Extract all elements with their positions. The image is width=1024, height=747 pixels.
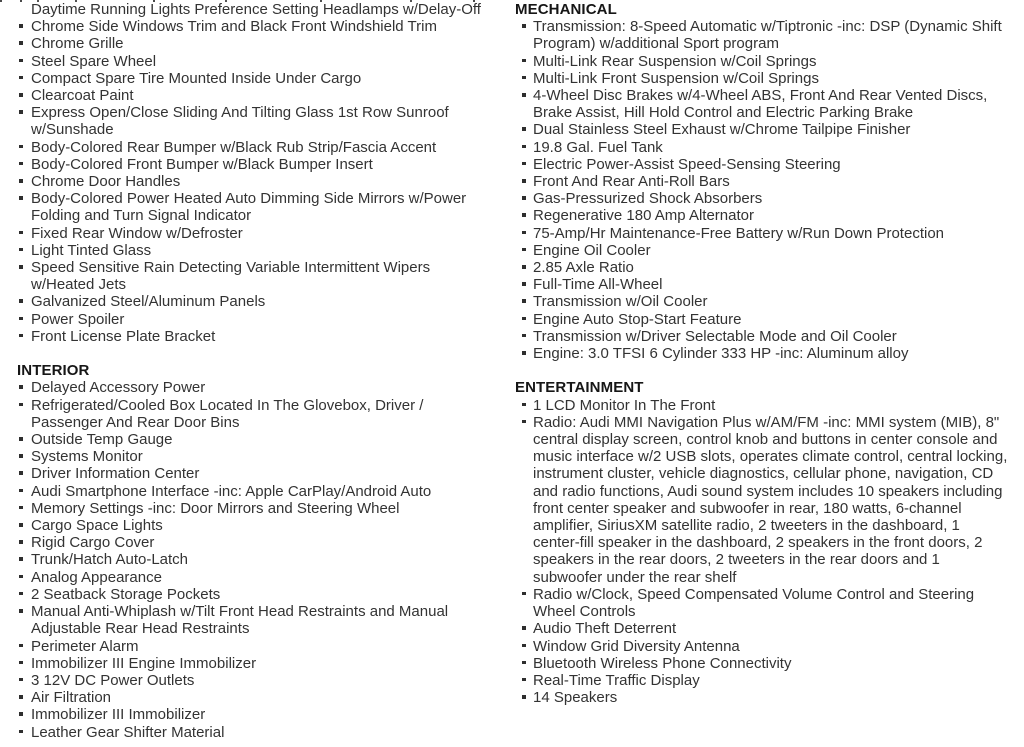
wrapped-item-continuation: Daytime Running Lights Preference Setting Headlamps w/Delay-Off [31, 1, 481, 18]
feature-item: 2.85 Axle Ratio [533, 259, 1009, 276]
feature-item: Chrome Side Windows Trim and Black Front Windshield Trim [31, 18, 496, 35]
feature-item: Audi Smartphone Interface -inc: Apple CarPlay/Android Auto [31, 483, 496, 500]
feature-item: Transmission w/Driver Selectable Mode and Oil Cooler [533, 328, 1009, 345]
feature-item: Engine Oil Cooler [533, 242, 1009, 259]
feature-item: Steel Spare Wheel [31, 53, 496, 70]
section-heading-entertainment: ENTERTAINMENT [515, 379, 644, 397]
feature-item: Air Filtration [31, 689, 496, 706]
feature-item: Analog Appearance [31, 569, 496, 586]
section-interior [17, 362, 497, 740]
feature-item: Audio Theft Deterrent [533, 620, 1009, 637]
feature-item: 3 12V DC Power Outlets [31, 672, 496, 689]
section-mechanical [515, 1, 1012, 362]
feature-item: 2 Seatback Storage Pockets [31, 586, 496, 603]
feature-item: Body-Colored Rear Bumper w/Black Rub Strip/Fascia Accent [31, 139, 496, 156]
feature-list-interior [17, 379, 496, 740]
feature-item: Multi-Link Rear Suspension w/Coil Springs [533, 53, 1009, 70]
feature-item: Electric Power-Assist Speed-Sensing Steering [533, 156, 1009, 173]
feature-item: Immobilizer III Engine Immobilizer [31, 655, 496, 672]
feature-item: 1 LCD Monitor In The Front [533, 397, 1009, 414]
feature-item: Dual Stainless Steel Exhaust w/Chrome Tailpipe Finisher [533, 121, 1009, 138]
feature-item: 75-Amp/Hr Maintenance-Free Battery w/Run Down Protection [533, 225, 1009, 242]
feature-item: Body-Colored Power Heated Auto Dimming Side Mirrors w/Power Folding and Turn Signal Indicator [31, 190, 496, 224]
features-column-right [515, 0, 1012, 706]
feature-item: Transmission w/Oil Cooler [533, 293, 1009, 310]
feature-item: Front And Rear Anti-Roll Bars [533, 173, 1009, 190]
feature-item: Speed Sensitive Rain Detecting Variable Intermittent Wipers w/Heated Jets [31, 259, 496, 293]
feature-item: Multi-Link Front Suspension w/Coil Springs [533, 70, 1009, 87]
feature-item: Memory Settings -inc: Door Mirrors and Steering Wheel [31, 500, 496, 517]
feature-item: Window Grid Diversity Antenna [533, 638, 1009, 655]
feature-item: Engine: 3.0 TFSI 6 Cylinder 333 HP -inc: Aluminum alloy [533, 345, 1009, 362]
feature-item: Radio: Audi MMI Navigation Plus w/AM/FM -inc: MMI system (MIB), 8" central display screen, control knob and buttons in center console and music interface w/2 USB slots, operates climate control, central locking, instrument cluster, vehicle diagnostics, cellular phone, navigation, CD and radio functions, Audi sound system includes 10 speakers including front center speaker and subwoofer in rear, 180 watts, 6-channel amplifier, SiriusXM satellite radio, 2 tweeters in the dashboard, 1 center-fill speaker in the dashboard, 2 speakers in the front doors, 2 speakers in the rear doors, 2 tweeters in the rear doors and 1 subwoofer under the rear shelf [533, 413, 1008, 586]
feature-item: Chrome Door Handles [31, 173, 496, 190]
feature-item: Body-Colored Front Bumper w/Black Bumper Insert [31, 156, 496, 173]
feature-item: Bluetooth Wireless Phone Connectivity [533, 655, 1009, 672]
section-exterior-continued [17, 1, 497, 345]
feature-item: Rigid Cargo Cover [31, 534, 496, 551]
feature-item: Engine Auto Stop-Start Feature [533, 311, 1009, 328]
feature-item: Gas-Pressurized Shock Absorbers [533, 190, 1009, 207]
feature-item: 14 Speakers [533, 689, 1009, 706]
feature-item: Transmission: 8-Speed Automatic w/Tiptronic -inc: DSP (Dynamic Shift Program) w/additional Sport program [533, 18, 1009, 52]
feature-item: Clearcoat Paint [31, 87, 496, 104]
features-column-left [17, 0, 497, 741]
feature-item: Refrigerated/Cooled Box Located In The Glovebox, Driver / Passenger And Rear Door Bins [31, 397, 496, 431]
feature-item: Cargo Space Lights [31, 517, 496, 534]
feature-item: Perimeter Alarm [31, 638, 496, 655]
feature-item: Manual Anti-Whiplash w/Tilt Front Head Restraints and Manual Adjustable Rear Head Restraints [31, 603, 496, 637]
feature-item: Galvanized Steel/Aluminum Panels [31, 293, 496, 310]
section-heading-mechanical: MECHANICAL [515, 1, 617, 18]
feature-item: Real-Time Traffic Display [533, 672, 1009, 689]
feature-item: Radio w/Clock, Speed Compensated Volume Control and Steering Wheel Controls [533, 586, 1009, 620]
feature-item: 19.8 Gal. Fuel Tank [533, 139, 1009, 156]
feature-item: Outside Temp Gauge [31, 431, 496, 448]
clipped-line-remnant [0, 0, 2, 2]
feature-item: Chrome Grille [31, 35, 496, 52]
section-entertainment [515, 379, 1012, 706]
feature-item: Trunk/Hatch Auto-Latch [31, 551, 496, 568]
feature-item: Express Open/Close Sliding And Tilting Glass 1st Row Sunroof w/Sunshade [31, 104, 496, 138]
feature-item: Leather Gear Shifter Material [31, 724, 496, 741]
feature-item: Fixed Rear Window w/Defroster [31, 225, 496, 242]
feature-list-exterior [17, 18, 496, 345]
feature-item: Light Tinted Glass [31, 242, 496, 259]
feature-item: Delayed Accessory Power [31, 379, 496, 396]
feature-item: 4-Wheel Disc Brakes w/4-Wheel ABS, Front And Rear Vented Discs, Brake Assist, Hill Hold Control and Electric Parking Brake [533, 87, 1009, 121]
feature-list-mechanical [515, 18, 1009, 362]
feature-item: Compact Spare Tire Mounted Inside Under Cargo [31, 70, 496, 87]
feature-item: Front License Plate Bracket [31, 328, 496, 345]
section-heading-interior: INTERIOR [17, 362, 90, 380]
feature-item: Immobilizer III Immobilizer [31, 706, 496, 723]
feature-item: Regenerative 180 Amp Alternator [533, 207, 1009, 224]
feature-item: Driver Information Center [31, 465, 496, 482]
feature-item: Systems Monitor [31, 448, 496, 465]
feature-list-entertainment [515, 397, 1009, 707]
feature-item: Full-Time All-Wheel [533, 276, 1009, 293]
feature-item: Power Spoiler [31, 311, 496, 328]
